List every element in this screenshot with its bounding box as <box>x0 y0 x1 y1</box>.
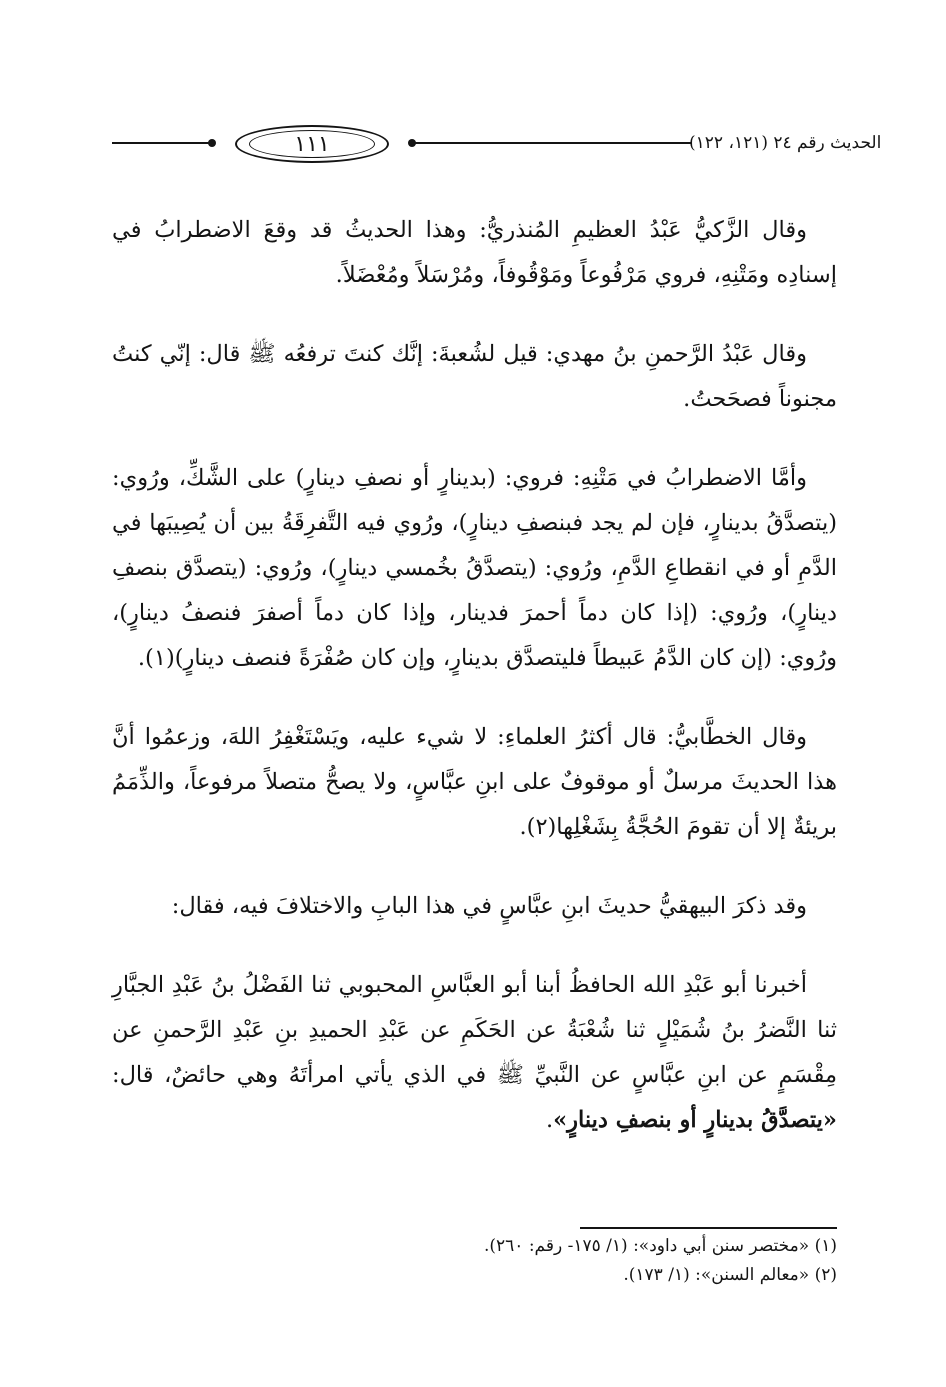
running-title: الحديث رقم ٢٤ (١٢١، ١٢٢) <box>689 133 882 153</box>
paragraph-isnad <box>112 963 837 1143</box>
footnotes <box>112 1232 837 1290</box>
footnote-1: (١) «مختصر سنن أبي داود»: (١/ ١٧٥- رقم: ٢٦٠). <box>483 1236 837 1256</box>
header-rule-left <box>112 142 212 144</box>
page-body <box>112 208 837 1143</box>
page-header <box>112 118 882 164</box>
hadith-quote: «يتصدَّقُ بدينارٍ أو بنصفِ دينارٍ» <box>553 1107 837 1133</box>
page-number-ornament <box>235 125 389 163</box>
page-number: ١١١ <box>294 131 330 157</box>
paragraph-ibn-mahdi: وقال عَبْدُ الرَّحمنِ بنُ مهدي: قيل لشُعبةَ: إنَّك كنتَ ترفعُه ﷺ قال: إنّي كنتُ مجنوناً فصحَحتُ. <box>112 341 837 412</box>
paragraph-khattabi: وقال الخطَّابيُّ: قال أكثرُ العلماءِ: لا شيء عليه، ويَسْتَغْفِرُ اللهَ، وزعمُوا أنَّ هذا الحديثَ مرسلٌ أو موقوفٌ على ابنِ عبَّاسٍ، ولا يصحُّ متصلاً مرفوعاً، والذِّمَمُ بريئةٌ إلا أن تقومَ الحُجَّةُ بِشَغْلِها(٢). <box>112 724 837 840</box>
page-number-frame <box>212 124 412 164</box>
paragraph-mundhiri: وقال الزَّكيُّ عَبْدُ العظيمِ المُنذريُّ: وهذا الحديثُ قد وقعَ الاضطرابُ في إسنادِه ومَتْنِهِ، فروي مَرْفُوعاً ومَوْقُوفاً، ومُرْسَلاً ومُعْضَلاً. <box>112 217 837 288</box>
header-rule-middle <box>412 142 692 144</box>
paragraph-matn-idtirab: وأمَّا الاضطرابُ في مَتْنِهِ: فروي: (بدينارٍ أو نصفِ دينارٍ) على الشَّكِّ، ورُوي: (يتصدَّقُ بدينارٍ، فإن لم يجد فبنصفِ دينارٍ)، ورُوي فيه التَّفرِقَةُ بين أن يُصِيبَها في الدَّمِ أو في انقطاعِ الدَّمِ، ورُوي: (يتصدَّقُ بخُمسي دينارٍ)، ورُوي: (يتصدَّق بنصفِ دينارٍ)، ورُوي: (إذا كان دماً أحمرَ فدينار، وإذا كان دماً أصفرَ فنصفُ دينارٍ)، ورُوي: (إن كان الدَّمُ عَبيطاً فليتصدَّق بدينارٍ، وإن كان صُفْرَةً فنصف دينارٍ)(١). <box>112 465 837 671</box>
isnad-end: . <box>545 1107 554 1133</box>
footnote-separator <box>580 1227 837 1229</box>
footnote-2: (٢) «معالم السنن»: (١/ ١٧٣). <box>623 1265 837 1285</box>
paragraph-bayhaqi: وقد ذكرَ البيهقيُّ حديثَ ابنِ عبَّاسٍ في هذا البابِ والاختلافَ فيه، فقال: <box>171 893 807 919</box>
isnad-text: أخبرنا أبو عَبْدِ الله الحافظُ أبنا أبو العبَّاسِ المحبوبي ثنا الفَضْلُ بنُ عَبْدِ الجبَّارِ ثنا النَّضرُ بنُ شُمَيْلٍ ثنا شُعْبَةُ عن الحَكَمِ عن عَبْدِ الحميدِ بنِ عَبْدِ الرَّحمنِ عن مِقْسَمٍ عن ابنِ عبَّاسٍ عن النَّبيِّ ﷺ في الذي يأتي امرأتَهُ وهي حائضٌ، قال: <box>112 972 837 1088</box>
